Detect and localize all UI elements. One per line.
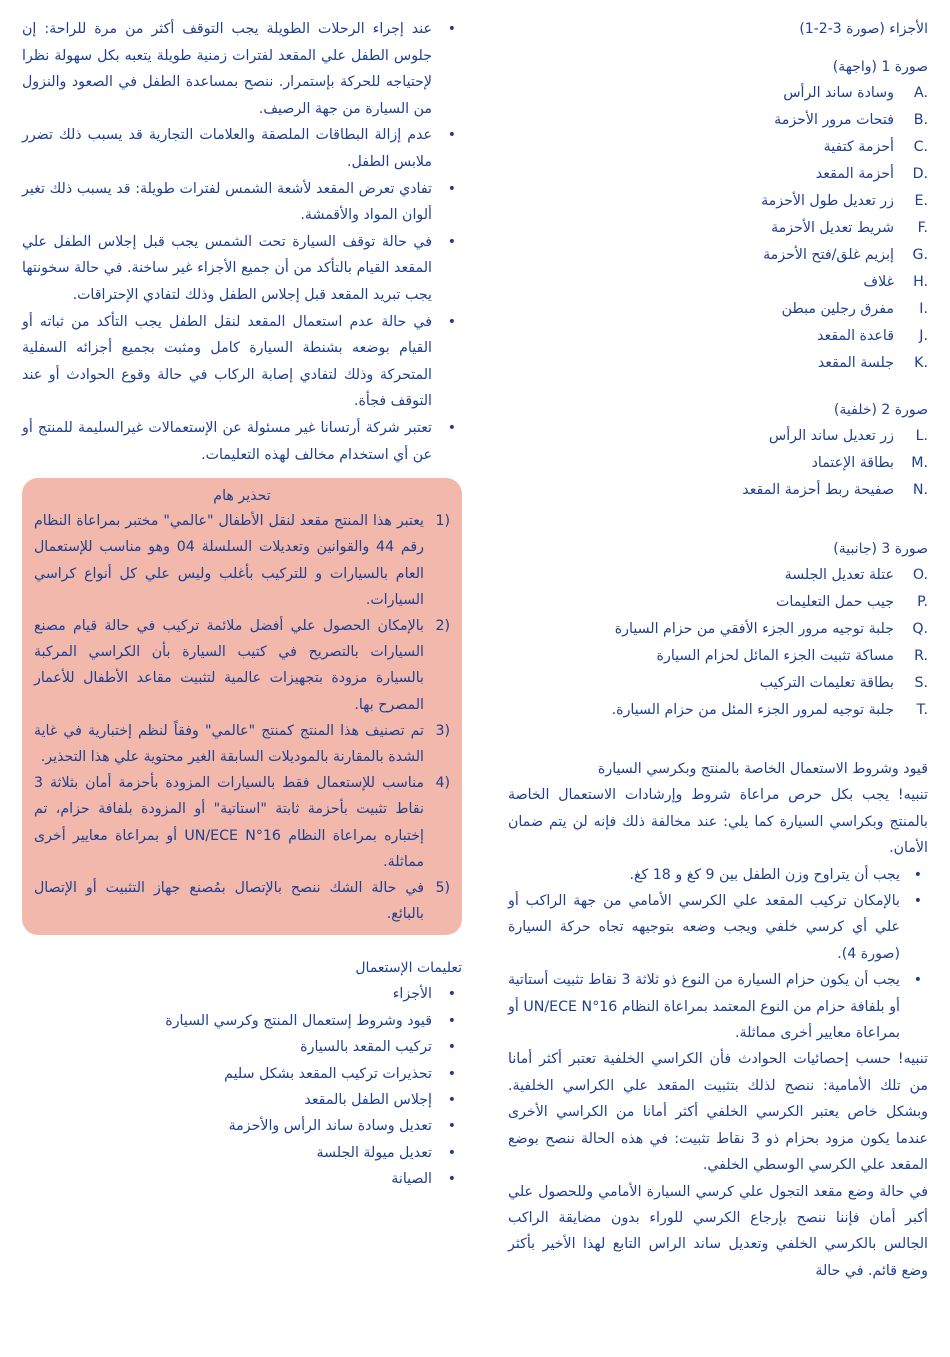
bullet-icon: • <box>447 127 456 144</box>
item-number: 4) <box>435 775 450 792</box>
item-text: يعتبر هذا المنتج مقعد لنقل الأطفال "عالمي" مختبر بمراعاة النظام رقم 44 والقوانين وتعديلات السلسلة 04 وهو مناسب للإستعمال العام بالسيارات و للتركيب بأغلب وليس علي كل أنواع كراسي السيارات. <box>34 513 424 608</box>
bullet-text: تحذيرات تركيب المقعد بشكل سليم <box>224 1065 432 1082</box>
fig2-title: صورة 2 (خلفية) <box>833 402 928 418</box>
bullet-icon: • <box>447 1091 456 1108</box>
bullet-text: عدم إزالة البطاقات الملصقة والعلامات التجارية قد يسبب ذلك تضرر ملابس الطفل. <box>22 127 432 170</box>
bullet-text: يجب أن يكون حزام السيارة من النوع ذو ثلاثة 3 نقاط تثبيت أستاتية أو بلفافة حزام من النوع المعتمد بمراعاة النظام 16°UN/ECE N أو بمراعاة معايير أخرى مماثلة. <box>508 972 901 1042</box>
bullet-text: في حالة توقف السيارة تحت الشمس يجب قبل إجلاس الطفل علي المقعد القيام بالتأكد من أن جميع الأجزاء غير ساخنة. في حالة سخونتها يجب تبريد المقعد قبل إجلاس الطفل وذلك لتفادي الإحتراقات. <box>22 233 432 303</box>
item-text: مساكة تثبيت الجزء المائل لحزام السيارة <box>656 648 894 664</box>
list-item <box>508 888 928 967</box>
list-item <box>22 16 462 122</box>
item-letter: G. <box>912 247 928 263</box>
item-letter: J. <box>919 328 928 344</box>
bullet-text: في حالة عدم استعمال المقعد لنقل الطفل يجب التأكد من ثباته أو القيام بوضعه بشنطة السيارة كامل ومثبت بجميع أجزائه السفلية المتحركة وذلك لتفادي إصابة الركاب في حالة وقوع الحوادث أو عند التوقف فجأة. <box>22 313 432 410</box>
bullet-icon: • <box>913 866 922 883</box>
item-text: إبزيم غلق/فتح الأحزمة <box>763 247 894 263</box>
bullet-text: الصيانة <box>391 1171 432 1188</box>
bullet-icon: • <box>447 1144 456 1161</box>
item-text: فتحات مرور الأحزمة <box>774 112 894 128</box>
item-letter: M. <box>911 455 928 471</box>
item-text: زر تعديل ساند الرأس <box>768 428 894 444</box>
item-text: بطاقة تعليمات التركيب <box>759 675 894 691</box>
list-item <box>508 188 928 215</box>
front-seat-note: في حالة وضع مقعد التجول علي كرسي السيارة الأمامي وللحصول علي أكبر أمان فإننا ننصح بإرجاع الكرسي للوراء بدون مضايقة الراكب الجالس بالكرسي الخلفي وتعديل ساند الراس التابع لهذا الأخير بأكثر وضع قائم. في حالة <box>508 1183 928 1279</box>
item-text: بالإمكان الحصول علي أفضل ملائمة تركيب في حالة قيام مصنع السيارات بالتصريح في كتيب السيارة بأن الكراسي المركبة بالسيارة مزودة بتجهيزات عالمية لتثبيت مقاعد الأطفال للأعمار المصرح بها. <box>34 617 424 713</box>
item-text: في حالة الشك ننصح بالإتصال بمُصنع جهاز التثبيت أو الإتصال بالبائع. <box>34 879 424 923</box>
list-item <box>508 450 928 477</box>
bullet-text: إجلاس الطفل بالمقعد <box>304 1091 432 1108</box>
list-item <box>34 875 450 927</box>
bullet-icon: • <box>447 986 456 1003</box>
bullet-icon: • <box>447 313 456 330</box>
bullet-icon: • <box>447 419 456 436</box>
usage-instructions-title: تعليمات الإستعمال <box>355 960 462 977</box>
list-item <box>22 1166 462 1192</box>
list-item <box>22 981 462 1007</box>
travel-bullets <box>22 16 462 468</box>
fig1-title: صورة 1 (واجهة) <box>832 59 928 75</box>
fig2-parts-list <box>508 423 928 504</box>
item-letter: K. <box>914 355 928 371</box>
item-text: أحزمة كتفية <box>823 139 894 155</box>
warning-list <box>34 508 450 927</box>
item-number: 2) <box>435 617 450 634</box>
bullet-icon: • <box>447 233 456 250</box>
restrictions-title: قيود وشروط الاستعمال الخاصة بالمنتج وبكرسي السيارة <box>597 761 928 777</box>
fig1-parts-list <box>508 80 928 377</box>
restrictions-bullets <box>508 862 928 1047</box>
list-item <box>508 242 928 269</box>
list-item <box>508 697 928 724</box>
list-item <box>22 309 462 415</box>
warning-box <box>22 478 462 935</box>
list-item <box>508 107 928 134</box>
list-item <box>508 477 928 504</box>
item-letter: I. <box>919 301 928 317</box>
item-letter: S. <box>914 675 928 691</box>
item-text: جلبة توجيه مرور الجزء الأفقي من حزام السيارة <box>614 621 894 637</box>
item-letter: A. <box>914 85 928 101</box>
bullet-text: قيود وشروط إستعمال المنتج وكرسي السيارة <box>165 1012 432 1029</box>
list-item <box>508 643 928 670</box>
list-item <box>508 296 928 323</box>
list-item <box>22 122 462 175</box>
usage-instructions-list <box>22 981 462 1192</box>
item-text: صفيحة ربط أحزمة المقعد <box>742 482 894 498</box>
item-number: 5) <box>435 879 450 896</box>
bullet-text: تركيب المقعد بالسيارة <box>300 1039 432 1056</box>
item-letter: O. <box>912 567 928 583</box>
bullet-icon: • <box>447 1171 456 1188</box>
item-letter: E. <box>914 193 928 209</box>
item-text: بطاقة الإعتماد <box>811 455 894 471</box>
item-text: جيب حمل التعليمات <box>776 594 894 610</box>
bullet-icon: • <box>447 1039 456 1056</box>
item-number: 3) <box>435 722 450 739</box>
warning-title: تحذير هام <box>213 488 271 505</box>
list-item <box>508 350 928 377</box>
bullet-text: عند إجراء الرحلات الطويلة يجب التوقف أكثر من مرة للراحة: إن جلوس الطفل علي المقعد لفترات زمنية طويلة يتعبه بكل سهولة نظرا لإحتياجه للحركة بإستمرار. ننصح بمساعدة الطفل في الصعود والنزول من السيارة من جهة الرصيف. <box>22 21 432 117</box>
item-text: عتلة تعديل الجلسة <box>784 567 894 583</box>
list-item <box>508 323 928 350</box>
list-item <box>34 613 450 718</box>
fig3-parts-list <box>508 562 928 724</box>
list-item <box>22 1008 462 1034</box>
list-item <box>34 770 450 875</box>
list-item <box>22 1087 462 1113</box>
item-text: غلاف <box>863 274 894 290</box>
item-text: وسادة ساند الرأس <box>783 85 894 101</box>
list-item <box>508 80 928 107</box>
item-text: تم تصنيف هذا المنتج كمنتج "عالمي" وفقاً لنظم إختبارية في غاية الشدة بالمقارنة بالموديلات السابقة الغير محتوية علي هذا التحذير. <box>34 722 424 765</box>
bullet-text: الأجزاء <box>392 986 432 1003</box>
bullet-text: تعديل ميولة الجلسة <box>316 1144 432 1161</box>
item-text: جلسة المقعد <box>817 355 894 371</box>
bullet-icon: • <box>913 893 922 910</box>
bullet-text: تفادي تعرض المقعد لأشعة الشمس لفترات طويلة: قد يسبب ذلك تغير ألوان المواد والأقمشة. <box>22 180 432 224</box>
list-item <box>508 589 928 616</box>
list-item <box>508 670 928 697</box>
list-item <box>34 508 450 613</box>
bullet-icon: • <box>447 1118 456 1135</box>
item-text: جلبة توجيه لمرور الجزء المئل من حزام السيارة. <box>611 702 894 718</box>
bullet-text: تعديل وسادة ساند الرأس والأحزمة <box>228 1118 432 1135</box>
item-text: قاعدة المقعد <box>817 328 894 344</box>
list-item <box>508 562 928 589</box>
item-letter: D. <box>912 166 928 182</box>
item-letter: H. <box>913 274 928 290</box>
safety-note: تنبيه! حسب إحصائيات الحوادث فأن الكراسي الخلفية تعتبر أكثر أمانا من تلك الأمامية: ننصح لذلك بتثبيت المقعد علي الكراسي الخلفية. وبشكل خاص يعتبر الكرسي الخلفي أكثر أمانا من الكراسي الأخرى عندما يكون مزود بحزام ذو 3 نقاط تثبيت: في هذه الحالة ننصح بوضع المقعد علي الكرسي الوسطي الخلفي. <box>508 1051 929 1174</box>
item-letter: R. <box>914 648 928 664</box>
item-text: مفرق رجلين مبطن <box>781 301 894 317</box>
left-column <box>22 16 462 1193</box>
list-item <box>508 616 928 643</box>
bullet-text: بالإمكان تركيب المقعد علي الكرسي الأمامي من جهة الراكب أو علي أي كرسي خلفي ويجب وضعه بتوجيهه تجاه حركة السيارة (صورة 4). <box>508 893 900 962</box>
list-item <box>22 1113 462 1139</box>
list-item <box>22 229 462 309</box>
item-letter: T. <box>916 702 928 718</box>
bullet-icon: • <box>447 21 456 37</box>
bullet-icon: • <box>913 972 922 989</box>
restrictions-intro: تنبيه! يجب بكل حرص مراعاة شروط وإرشادات الاستعمال الخاصة بالمنتج وبكراسي السيارة كما يلي: عند مخالفة ذلك فإنه لن يتم ضمان الأمان. <box>508 787 928 857</box>
list-item <box>22 176 462 229</box>
item-letter: C. <box>913 139 928 155</box>
fig3-title: صورة 3 (جانبية) <box>833 541 928 557</box>
list-item <box>508 967 928 1046</box>
bullet-text: يجب أن يتراوح وزن الطفل بين 9 كغ و 18 كغ. <box>629 866 900 883</box>
bullet-icon: • <box>447 180 456 197</box>
parts-heading: الأجزاء (صورة 3-2-1) <box>799 21 928 37</box>
item-number: 1) <box>435 513 450 530</box>
item-text: مناسب للإستعمال فقط بالسيارات المزودة بأحزمة أمان بثلاثة 3 نقاط تثبيت بأحزمة ثابتة "استاتية" أو المزودة بلفافة حزام، تم إختباره بمراعاة النظام 16°UN/ECE N أو بمراعاة معايير أخرى مماثلة. <box>34 775 424 870</box>
list-item <box>22 1061 462 1087</box>
item-letter: Q. <box>912 621 928 637</box>
list-item <box>508 161 928 188</box>
list-item <box>508 134 928 161</box>
right-column <box>508 16 928 1284</box>
item-text: شريط تعديل الأحزمة <box>771 220 894 236</box>
list-item <box>22 1034 462 1060</box>
list-item <box>22 1140 462 1166</box>
list-item <box>508 269 928 296</box>
item-text: أحزمة المقعد <box>815 166 894 182</box>
bullet-icon: • <box>447 1065 456 1082</box>
item-text: زر تعديل طول الأحزمة <box>761 193 894 209</box>
item-letter: F. <box>917 220 928 236</box>
list-item <box>34 718 450 770</box>
item-letter: N. <box>912 482 928 498</box>
bullet-text: تعتبر شركة أرتسانا غير مسئولة عن الإستعمالات غيرالسليمة للمنتج أو عن أي استخدام مخالف لهذه التعليمات. <box>22 419 432 463</box>
list-item <box>22 415 462 468</box>
list-item <box>508 423 928 450</box>
item-letter: P. <box>917 594 928 610</box>
item-letter: L. <box>915 428 928 444</box>
list-item <box>508 862 928 888</box>
item-letter: B. <box>913 112 928 128</box>
bullet-icon: • <box>447 1012 456 1029</box>
list-item <box>508 215 928 242</box>
